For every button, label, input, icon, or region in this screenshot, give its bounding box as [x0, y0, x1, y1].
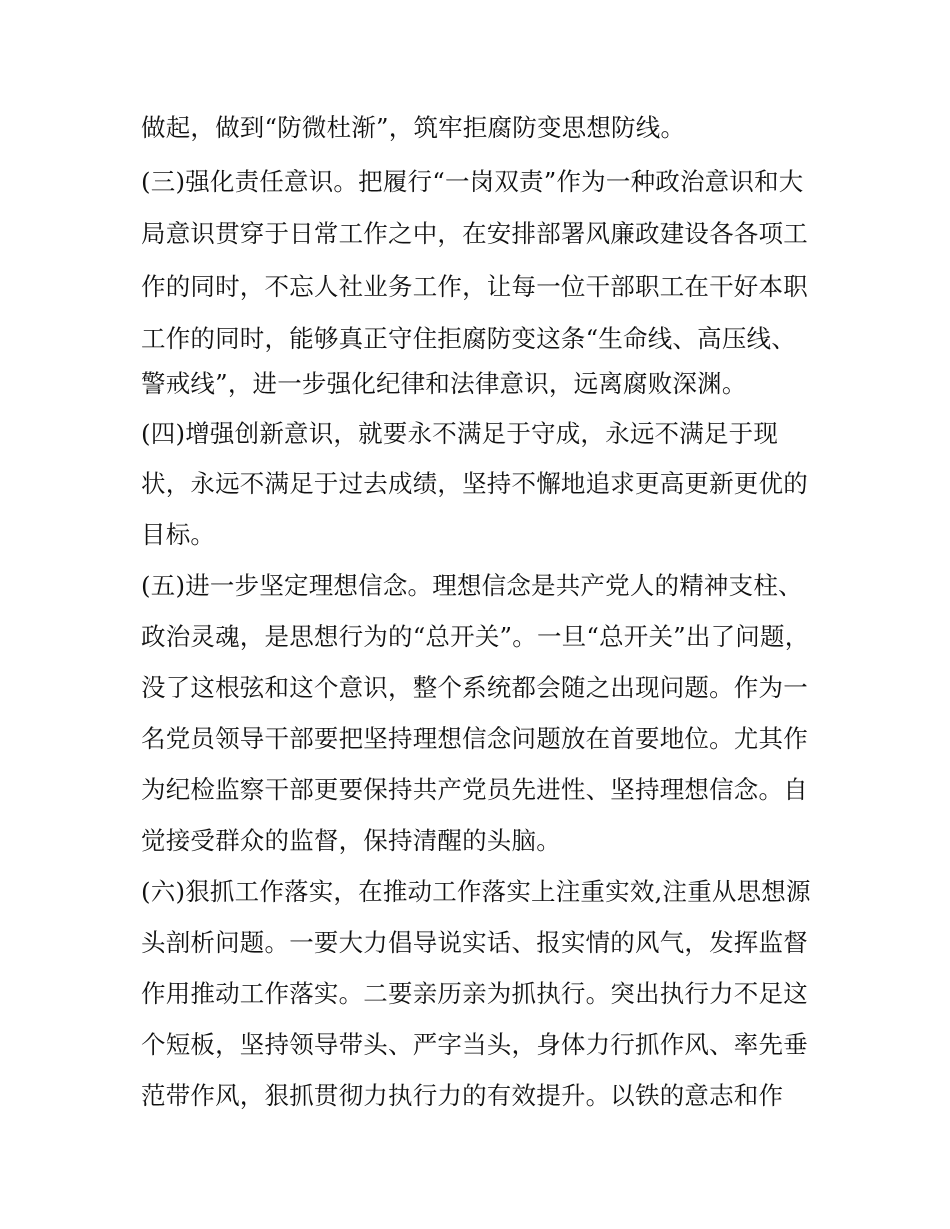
text-line: 个短板，坚持领导带头、严字当头，身体力行抓作风、率先垂: [141, 1030, 808, 1059]
text-line: (六)狠抓工作落实，在推动工作落实上注重实效,注重从思想源: [141, 877, 811, 906]
text-line: (五)进一步坚定理想信念。理想信念是共产党人的精神支柱、: [141, 571, 803, 600]
text-line: 工作的同时，能够真正守住拒腐防变这条“生命线、高压线、: [141, 324, 796, 353]
text-line: 名党员领导干部要把坚持理想信念问题放在首要地位。尤其作: [141, 724, 808, 753]
text-line: 做起，做到“防微杜渐”，筑牢拒腐防变思想防线。: [141, 113, 686, 142]
text-line: 警戒线”，进一步强化纪律和法律意识，远离腐败深渊。: [141, 369, 747, 398]
text-line: (三)强化责任意识。把履行“一岗双责”作为一种政治意识和大: [141, 167, 804, 196]
text-line: 状，永远不满足于过去成绩，坚持不懈地追求更高更新更优的: [141, 469, 808, 498]
text-line: 目标。: [141, 520, 216, 549]
text-line: 头剖析问题。一要大力倡导说实话、报实情的风气，发挥监督: [141, 928, 808, 957]
text-line: 觉接受群众的监督，保持清醒的头脑。: [141, 826, 561, 855]
text-line: 作用推动工作落实。二要亲历亲为抓执行。突出执行力不足这: [141, 979, 808, 1008]
text-line: 范带作风，狠抓贯彻力执行力的有效提升。以铁的意志和作: [141, 1081, 784, 1110]
text-line: 没了这根弦和这个意识，整个系统都会随之出现问题。作为一: [141, 673, 808, 702]
text-line: 局意识贯穿于日常工作之中，在安排部署风廉政建设各各项工: [141, 219, 808, 248]
text-line: 政治灵魂，是思想行为的“总开关”。一旦“总开关”出了问题，: [141, 622, 810, 651]
text-line: (四)增强创新意识，就要永不满足于守成，永远不满足于现: [141, 419, 779, 448]
text-line: 作的同时，不忘人社业务工作，让每一位干部职工在干好本职: [141, 272, 808, 301]
text-line: 为纪检监察干部更要保持共产党员先进性、坚持理想信念。自: [141, 775, 808, 804]
